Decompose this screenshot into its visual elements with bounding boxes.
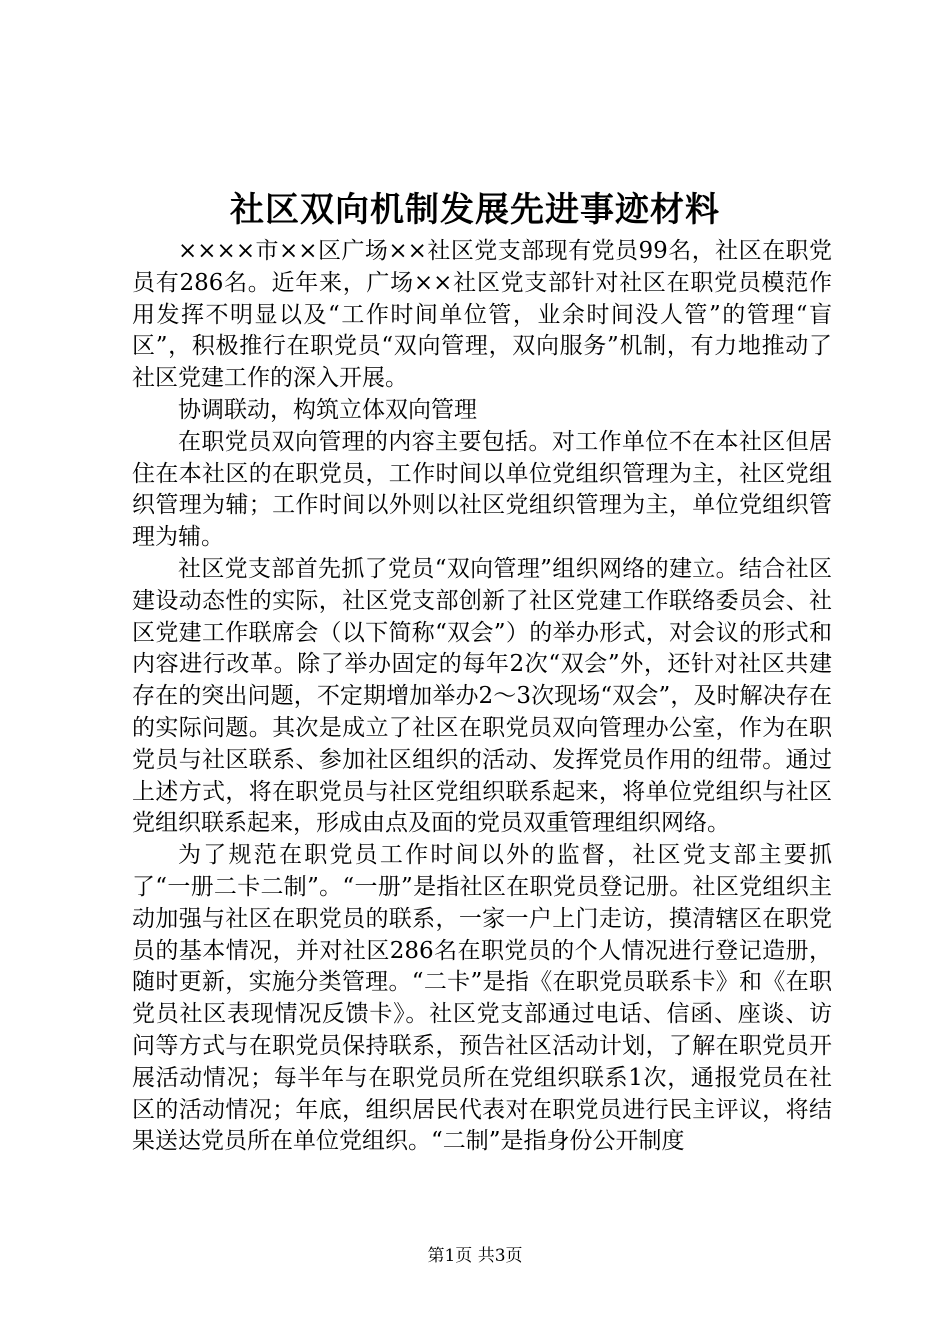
document-body [132, 236, 832, 1158]
paragraph-organization-network: 社区党支部首先抓了党员“双向管理”组织网络的建立。结合社区建设动态性的实际，社区党支部创新了社区党建工作联络委员会、社区党建工作联席会（以下简称“双会”）的举办形式，对会议的形式和内容进行改革。除了举办固定的每年2次“双会”外，还针对社区共建存在的突出问题，不定期增加举办2～3次现场“双会”，及时解决存在的实际问题。其次是成立了社区在职党员双向管理办公室，作为在职党员与社区联系、参加社区组织的活动、发挥党员作用的纽带。通过上述方式，将在职党员与社区党组织联系起来，将单位党组织与社区党组织联系起来，形成由点及面的党员双重管理组织网络。 [132, 555, 832, 837]
paragraph-intro: ××××市××区广场××社区党支部现有党员99名，社区在职党员有286名。近年来，广场××社区党支部针对社区在职党员模范作用发挥不明显以及“工作时间单位管，业余时间没人管”的管理“盲区”，积极推行在职党员“双向管理，双向服务”机制，有力地推动了社区党建工作的深入开展。 [132, 238, 832, 392]
document-title: 社区双向机制发展先进事迹材料 [230, 190, 720, 230]
section-heading: 协调联动，构筑立体双向管理 [178, 396, 477, 423]
paragraph-management-content: 在职党员双向管理的内容主要包括。对工作单位不在本社区但居住在本社区的在职党员，工作时间以单位党组织管理为主，社区党组织管理为辅；工作时间以外则以社区党组织管理为主，单位党组织管理为辅。 [132, 428, 832, 551]
paragraph-supervision: 为了规范在职党员工作时间以外的监督，社区党支部主要抓了“一册二卡二制”。“一册”是指社区在职党员登记册。社区党组织主动加强与社区在职党员的联系，一家一户上门走访，摸清辖区在职党员的基本情况，并对社区286名在职党员的个人情况进行登记造册，随时更新，实施分类管理。“二卡”是指《在职党员联系卡》和《在职党员社区表现情况反馈卡》。社区党支部通过电话、信函、座谈、访问等方式与在职党员保持联系，预告社区活动计划，了解在职党员开展活动情况；每半年与在职党员所在党组织联系1次，通报党员在社区的活动情况；年底，组织居民代表对在职党员进行民主评议，将结果送达党员所在单位党组织。“二制”是指身份公开制度 [132, 842, 832, 1155]
page-number: 第1页 共3页 [427, 1246, 523, 1266]
